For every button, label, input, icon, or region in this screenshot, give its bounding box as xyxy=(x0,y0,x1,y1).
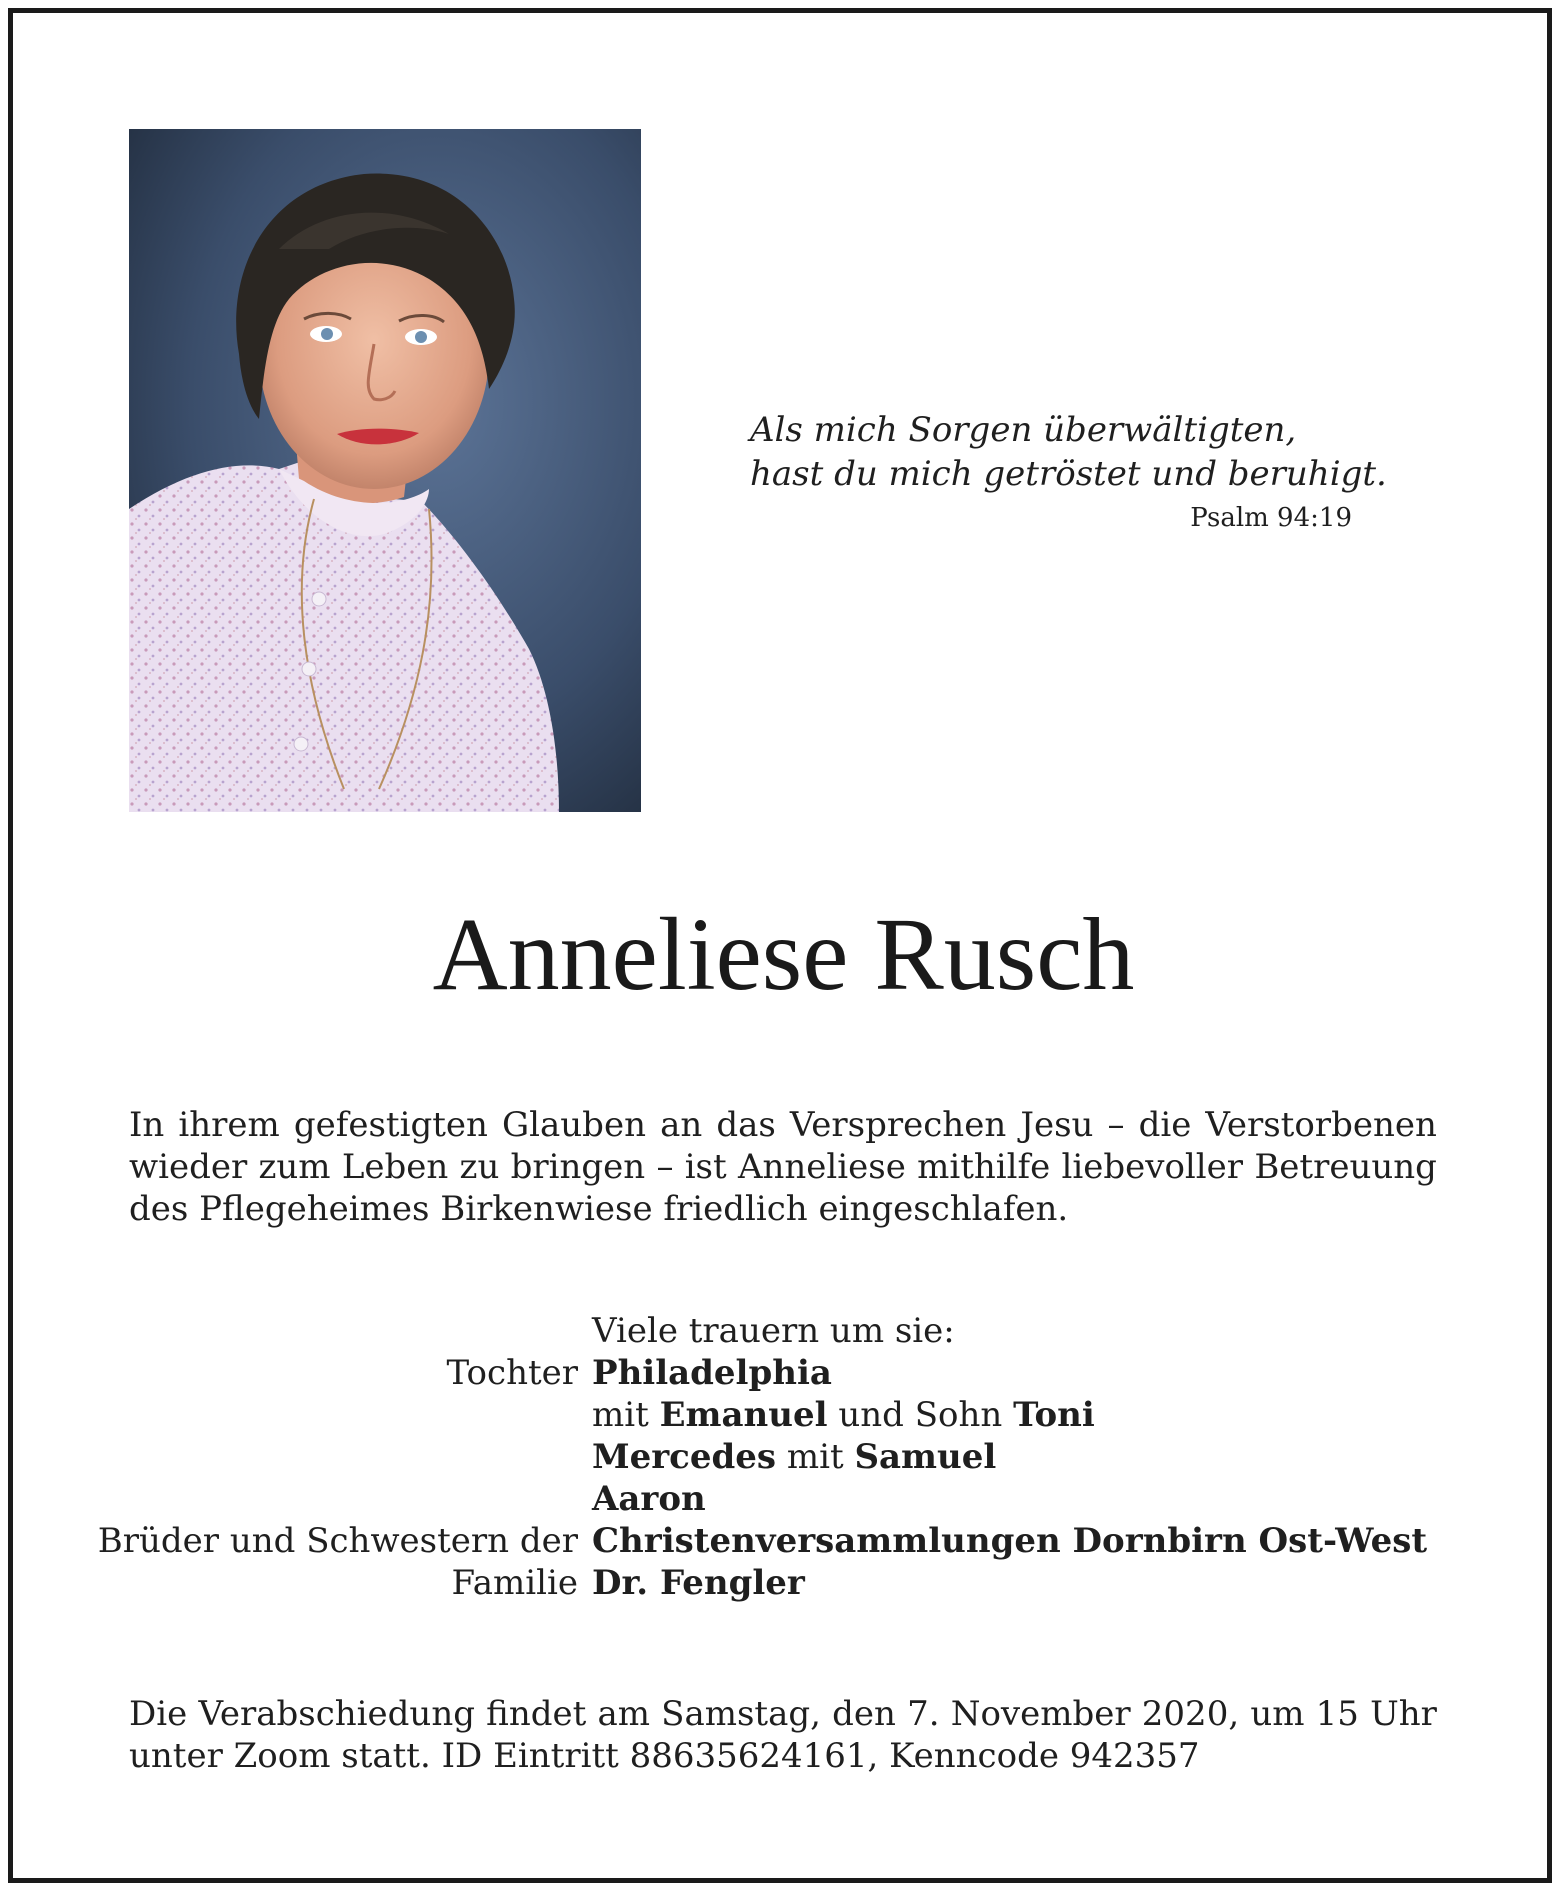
intro-word: zum xyxy=(258,1147,331,1187)
mourners-heading: Viele trauern um sie: xyxy=(592,1311,955,1351)
service-word: den xyxy=(832,1694,896,1734)
intro-word: gefestigten xyxy=(293,1105,488,1145)
service-line-1 xyxy=(129,1693,1437,1735)
mourner-connector: und Sohn xyxy=(838,1395,1003,1435)
service-word: um xyxy=(1250,1694,1305,1734)
mourner-name: Emanuel xyxy=(659,1395,828,1435)
intro-word: Betreuung xyxy=(1254,1147,1437,1187)
mourner-name: Christenversammlungen Dornbirn Ost-West xyxy=(592,1521,1428,1561)
mourner-name: Toni xyxy=(1013,1395,1095,1435)
intro-word: Versprechen xyxy=(789,1105,1007,1145)
service-word: November xyxy=(950,1694,1131,1734)
intro-word: das xyxy=(716,1105,776,1145)
mourner-label: Familie xyxy=(451,1563,578,1603)
mourner-connector: mit xyxy=(786,1437,844,1477)
mourner-row-2 xyxy=(0,1394,1567,1436)
service-word: am xyxy=(597,1694,650,1734)
mourner-row-family xyxy=(0,1562,1567,1604)
mourner-row-congregation xyxy=(0,1520,1567,1562)
intro-word: – xyxy=(656,1147,674,1187)
intro-word: ihrem xyxy=(178,1105,280,1145)
intro-word: In xyxy=(129,1105,165,1145)
intro-word: zu xyxy=(459,1147,500,1187)
service-info xyxy=(129,1693,1437,1777)
verse-line-2: hast du mich getröstet und beruhigt. xyxy=(750,454,1387,494)
intro-word: mithilfe xyxy=(917,1147,1051,1187)
mourner-row-daughter xyxy=(0,1352,1567,1394)
mourners-list xyxy=(0,1310,1567,1604)
mourners-heading-row xyxy=(0,1310,1567,1352)
service-word: findet xyxy=(486,1694,587,1734)
mourner-name: Samuel xyxy=(854,1437,997,1477)
intro-line-2 xyxy=(129,1146,1437,1188)
verse-line-1: Als mich Sorgen überwältigten, xyxy=(750,410,1297,450)
intro-word: Leben xyxy=(341,1147,449,1187)
mourner-name: Dr. Fengler xyxy=(592,1563,805,1603)
mourner-label: Brüder und Schwestern der xyxy=(97,1521,578,1561)
verse-reference: Psalm 94:19 xyxy=(1190,503,1352,533)
mourner-name: Mercedes xyxy=(592,1437,777,1477)
mourner-name: Aaron xyxy=(592,1479,706,1519)
service-word: Die xyxy=(129,1694,188,1734)
service-word: 2020, xyxy=(1141,1694,1240,1734)
service-word: 7. xyxy=(907,1694,940,1734)
deceased-name: Anneliese Rusch xyxy=(432,897,1135,1012)
intro-line-3: des Pflegeheimes Birkenwiese friedlich eingeschlafen. xyxy=(129,1189,1069,1229)
psalm-verse xyxy=(750,408,1387,496)
mourner-connector: mit xyxy=(592,1395,649,1435)
intro-word: ist xyxy=(684,1147,727,1187)
portrait-photo xyxy=(129,129,641,812)
mourner-row-3 xyxy=(0,1436,1567,1478)
service-line-2: unter Zoom statt. ID Eintritt 88635624161, Kenncode 942357 xyxy=(129,1736,1200,1776)
intro-word: an xyxy=(660,1105,703,1145)
mourner-name: Philadelphia xyxy=(592,1353,832,1393)
intro-word: die xyxy=(1138,1105,1192,1145)
intro-word: Glauben xyxy=(501,1105,646,1145)
intro-word: liebevoller xyxy=(1061,1147,1244,1187)
intro-word: bringen xyxy=(510,1147,646,1187)
mourner-label: Tochter xyxy=(446,1353,578,1393)
service-word: 15 xyxy=(1315,1694,1359,1734)
intro-word: Verstorbenen xyxy=(1205,1105,1437,1145)
intro-word: Jesu xyxy=(1020,1105,1094,1145)
intro-word: wieder xyxy=(129,1147,248,1187)
intro-paragraph xyxy=(129,1104,1437,1230)
intro-word: – xyxy=(1107,1105,1125,1145)
service-word: Samstag, xyxy=(661,1694,821,1734)
mourner-row-4 xyxy=(0,1478,1567,1520)
service-word: Verabschiedung xyxy=(198,1694,475,1734)
intro-line-1 xyxy=(129,1104,1437,1146)
service-word: Uhr xyxy=(1370,1694,1437,1734)
intro-word: Anneliese xyxy=(737,1147,906,1187)
